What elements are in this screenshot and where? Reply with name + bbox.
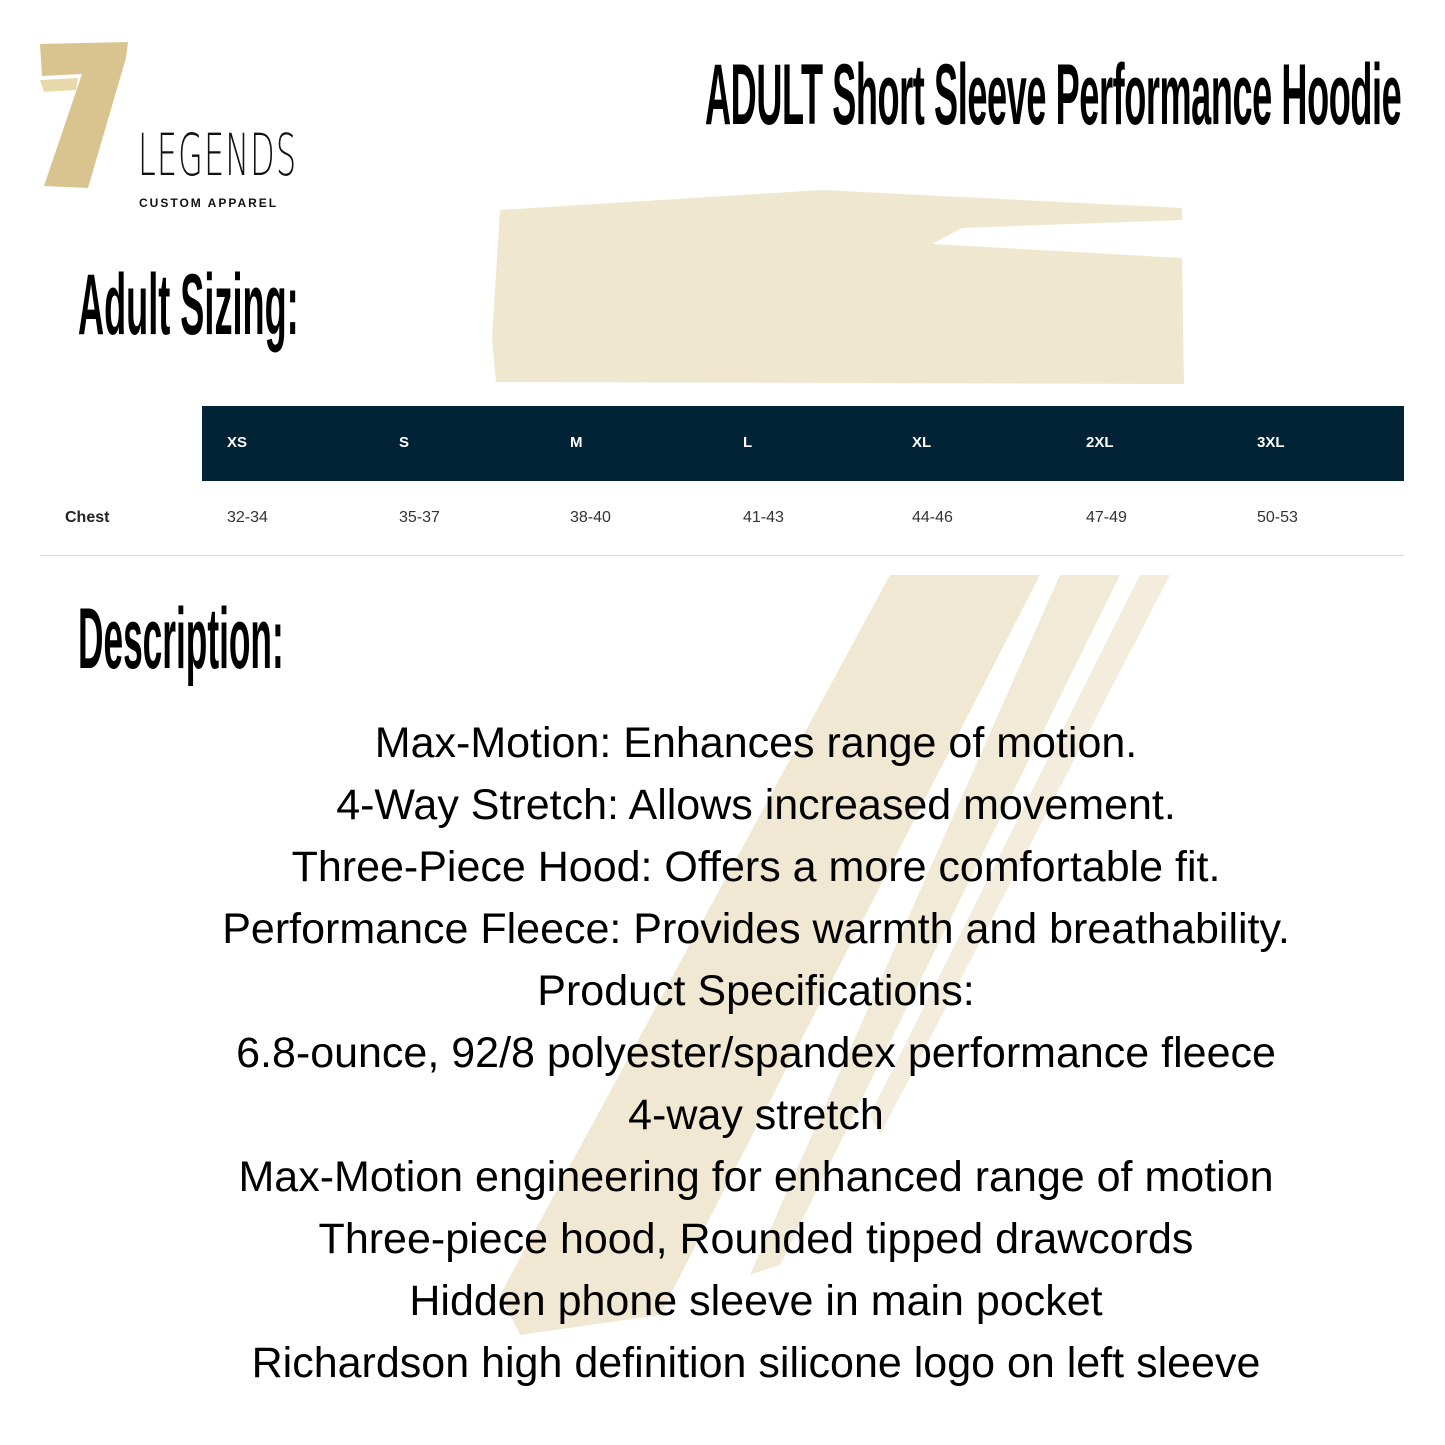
chest-value-xs: 32-34 bbox=[227, 509, 268, 526]
table-divider bbox=[40, 555, 1404, 556]
description-line: Performance Fleece: Provides warmth and breathability. bbox=[222, 905, 1290, 953]
sizing-heading: Adult Sizing: bbox=[78, 257, 299, 353]
description-line: Three-piece hood, Rounded tipped drawcords bbox=[318, 1215, 1194, 1263]
size-header-l: L bbox=[743, 434, 753, 451]
description-line: Product Specifications: bbox=[537, 967, 975, 1015]
description-line: 6.8-ounce, 92/8 polyester/spandex performance fleece bbox=[236, 1029, 1276, 1077]
seven-mark-icon bbox=[38, 40, 138, 190]
size-header-s: S bbox=[399, 434, 410, 451]
size-header-3xl: 3XL bbox=[1257, 434, 1285, 451]
description-line: 4-way stretch bbox=[628, 1091, 884, 1139]
chest-value-m: 38-40 bbox=[570, 509, 611, 526]
gold-brush-stroke-top bbox=[492, 188, 1192, 384]
description-line: Three-Piece Hood: Offers a more comfortable fit. bbox=[291, 843, 1221, 891]
chest-value-s: 35-37 bbox=[399, 509, 440, 526]
chest-value-2xl: 47-49 bbox=[1086, 509, 1127, 526]
row-label-chest: Chest bbox=[65, 509, 110, 526]
chest-value-l: 41-43 bbox=[743, 509, 784, 526]
description-line: 4-Way Stretch: Allows increased movement. bbox=[336, 781, 1176, 829]
product-title: ADULT Short Sleeve Performance Hoodie bbox=[705, 47, 1402, 143]
chest-value-3xl: 50-53 bbox=[1257, 509, 1298, 526]
description-heading: Description: bbox=[78, 591, 284, 687]
size-header-2xl: 2XL bbox=[1086, 434, 1114, 451]
description-line: Max-Motion engineering for enhanced range of motion bbox=[238, 1153, 1274, 1201]
logo-wordmark: LEGENDS bbox=[138, 121, 298, 189]
size-table-header bbox=[202, 406, 1404, 481]
description-line: Richardson high definition silicone logo on left sleeve bbox=[251, 1339, 1261, 1387]
logo-tagline: CUSTOM APPAREL bbox=[139, 196, 279, 210]
size-header-m: M bbox=[570, 434, 583, 451]
size-header-xl: XL bbox=[912, 434, 932, 451]
brand-logo bbox=[38, 40, 298, 210]
description-body bbox=[140, 712, 1372, 1394]
size-header-xs: XS bbox=[227, 434, 248, 451]
description-line: Max-Motion: Enhances range of motion. bbox=[374, 719, 1138, 767]
chest-value-xl: 44-46 bbox=[912, 509, 953, 526]
description-line: Hidden phone sleeve in main pocket bbox=[409, 1277, 1103, 1325]
